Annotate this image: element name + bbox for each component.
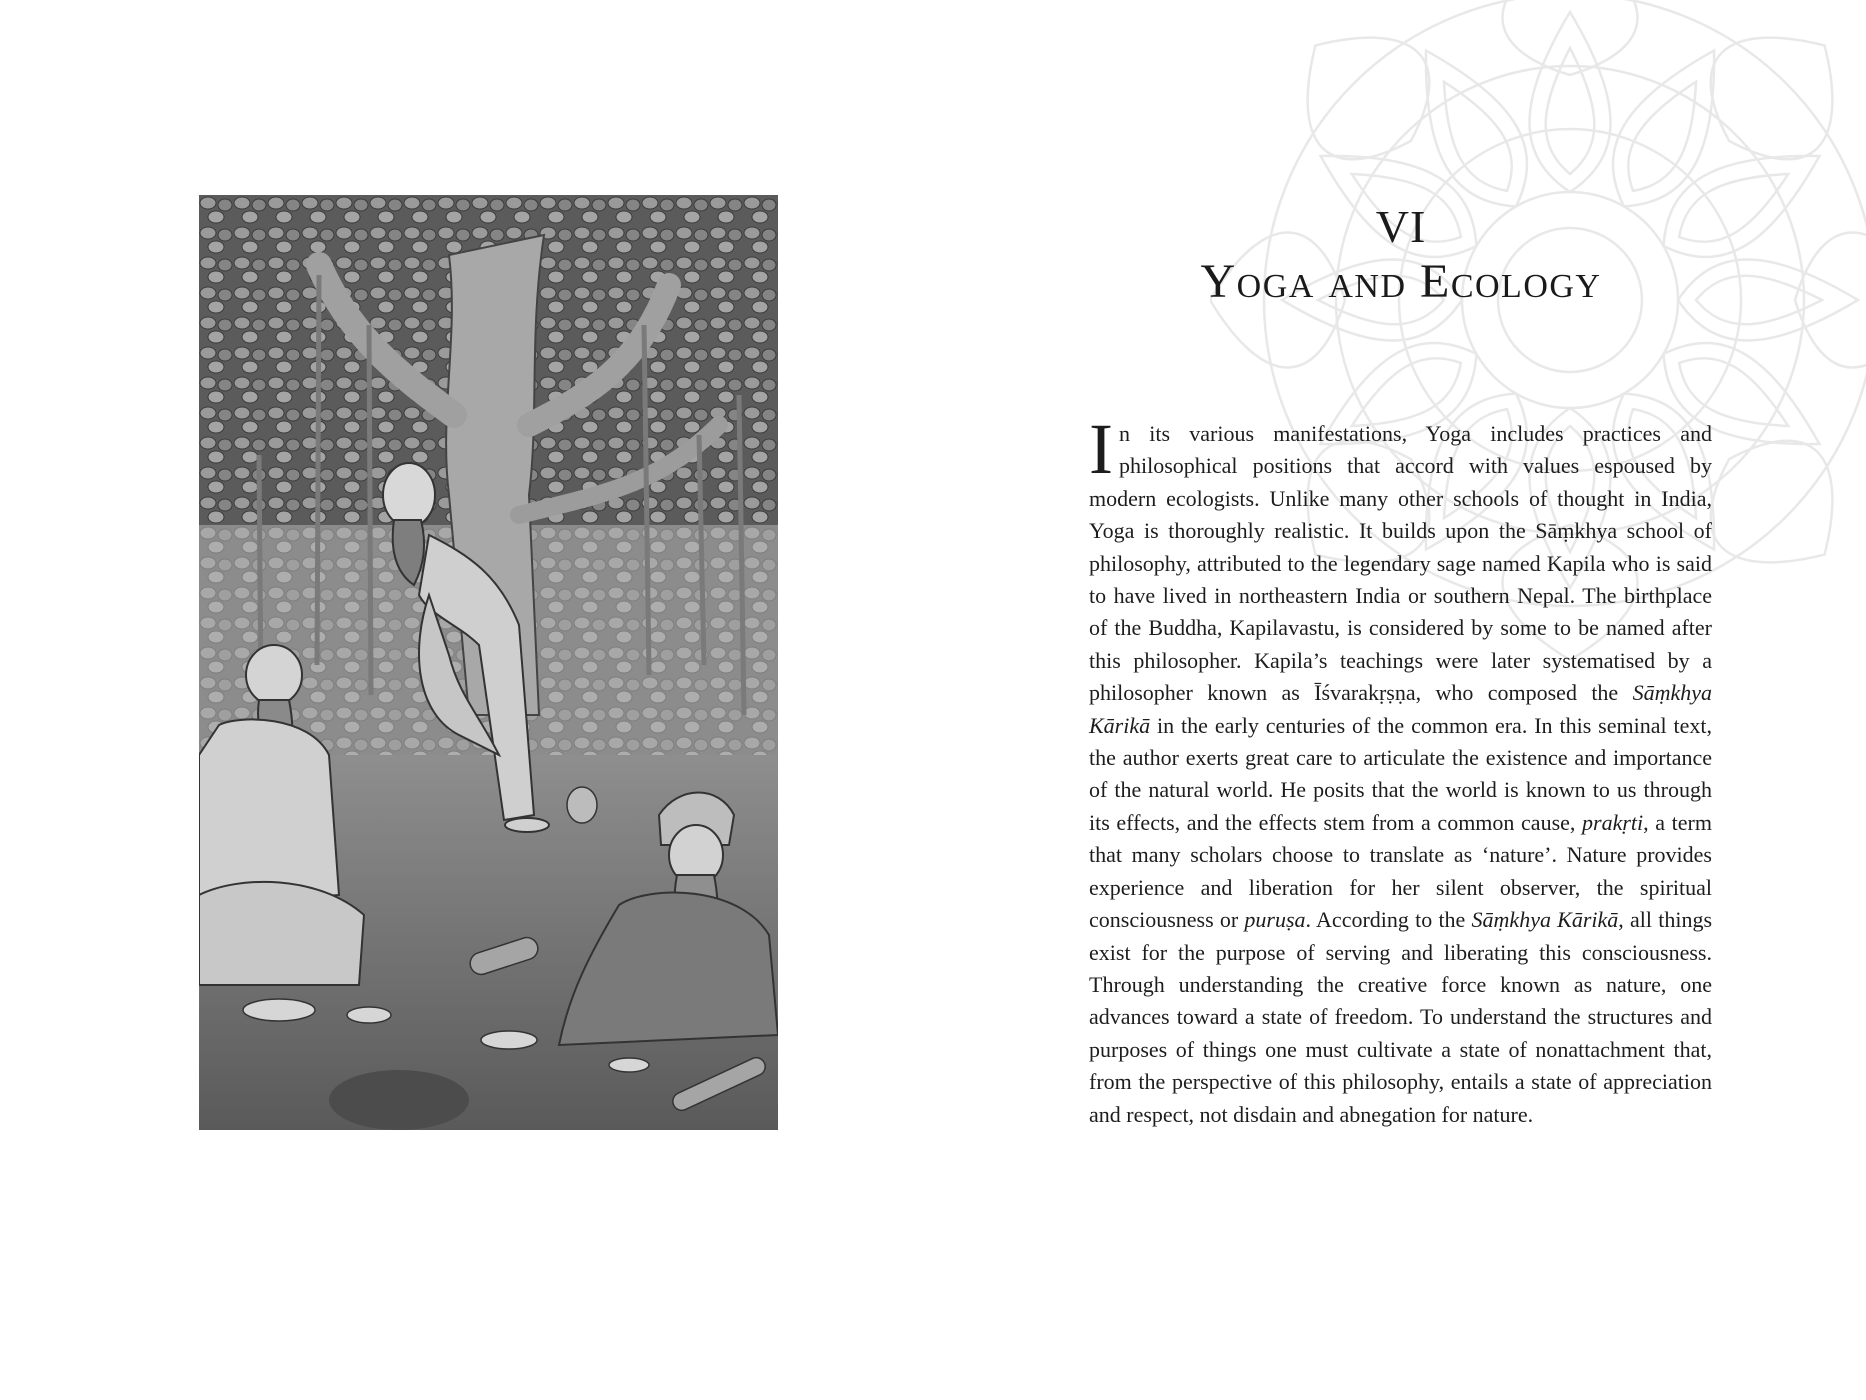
italic-title: Sāṃkhya Kārikā xyxy=(1471,907,1619,933)
drop-cap: I xyxy=(1089,409,1113,489)
italic-term: puruṣa xyxy=(1244,907,1306,933)
body-paragraph xyxy=(1089,409,1713,1131)
italic-title: Sāṃkhya Kārikā xyxy=(1089,680,1712,738)
text-segment: in the early centuries of the common era. In this seminal text, the author exerts great care to articulate the existence and importance of the natural world. He posits that the world is known to us through its effects, and the effects stem from a common cause, xyxy=(1089,712,1712,835)
italic-term: prakṛti xyxy=(1582,809,1644,835)
chapter-number: VI xyxy=(1375,201,1427,252)
text-segment: . According to the xyxy=(1305,907,1472,933)
text-segment: , a term that many scholars choose to translate as ‘nature’. Nature provides experience and liberation for her silent observer, the spiritual consciousness or xyxy=(1089,809,1712,933)
illustration-ascetics-under-tree xyxy=(199,195,778,1130)
text-segment: , all things exist for the purpose of serving and liberating this consciousness. Through understanding the creative force known as nature, one advances toward a state of freedom. To understand the structures and purposes of things one must cultivate a state of nonattachment that, from the perspective of this philosophy, entails a state of appreciation and respect, not disdain and abnegation for nature. xyxy=(1089,907,1713,1127)
chapter-title: Yoga and Ecology xyxy=(1200,255,1602,308)
chapter-heading xyxy=(1090,200,1712,310)
text-segment: n its various manifestations, Yoga includes practices and philosophical positions that accord with values espoused by modern ecologists. Unlike many other schools of thought in India, Yoga is thoroughly realistic. It builds upon the Sāṃkhya school of philosophy, attributed to the legendary sage named Kapila who is said to have lived in northeastern India or southern Nepal. The birthplace of the Buddha, Kapilavastu, is considered by some to be named after this philosopher. Kapila’s teachings were later systematised by a philosopher known as Īśvarakṛṣṇa, who composed the xyxy=(1089,421,1712,706)
